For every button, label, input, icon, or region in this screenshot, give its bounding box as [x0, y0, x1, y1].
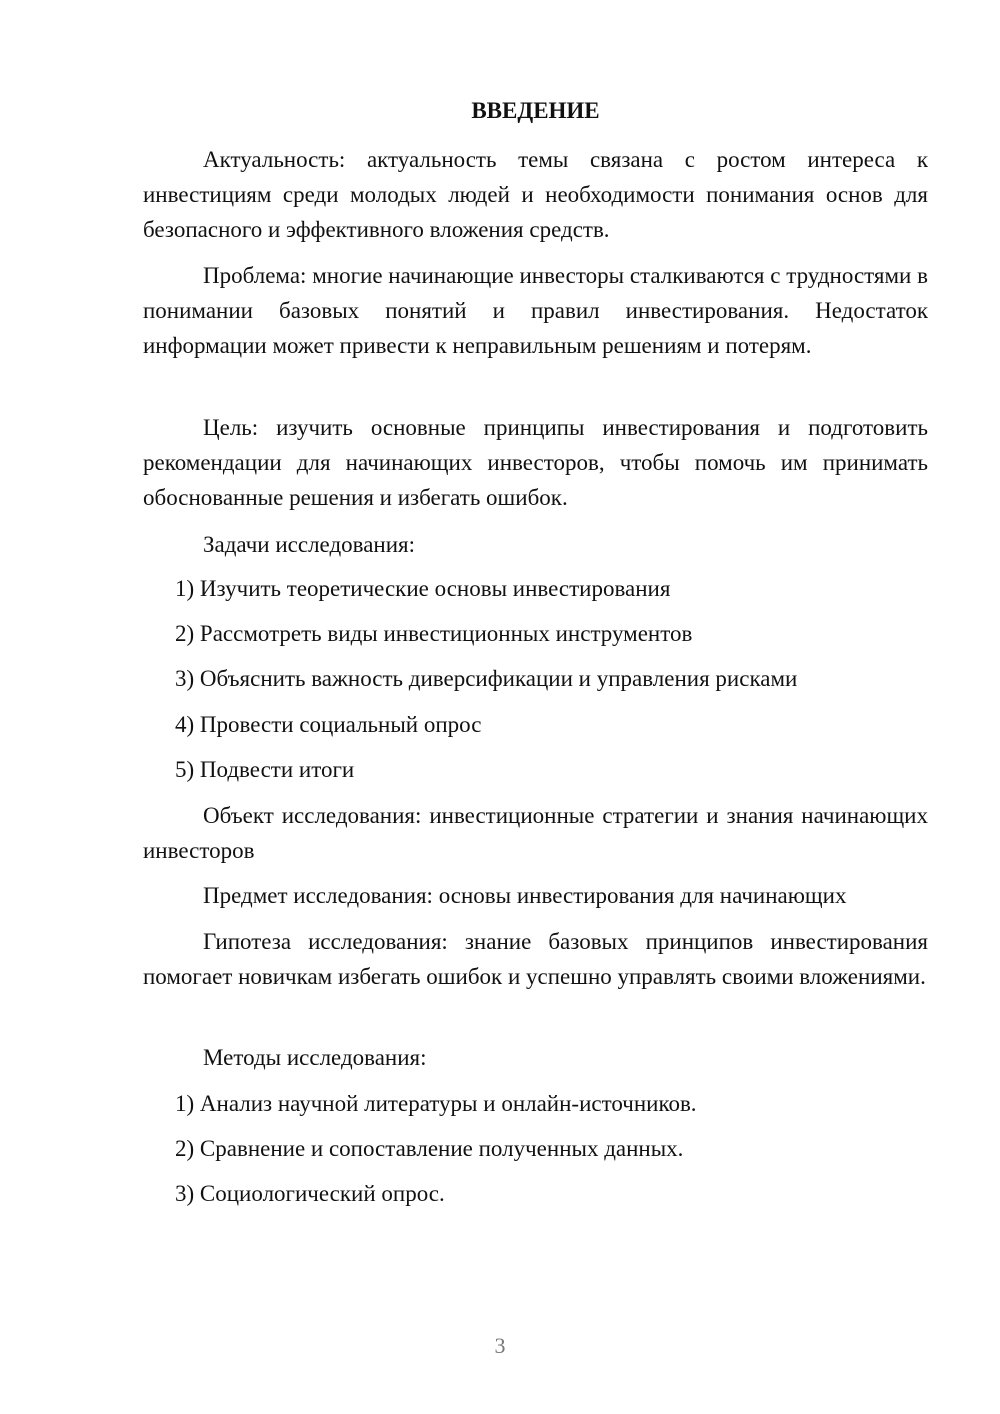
method-item: 3) Социологический опрос.	[175, 1181, 445, 1206]
task-item: 3) Объяснить важность диверсификации и управления рисками	[175, 666, 798, 691]
hypothesis-paragraph: Гипотеза исследования: знание базовых принципов инвестирования помогает новичкам избегать ошибок и успешно управлять своими вложениями.	[143, 929, 928, 989]
tasks-heading: Задачи исследования:	[203, 532, 416, 557]
method-item: 2) Сравнение и сопоставление полученных данных.	[175, 1136, 684, 1161]
page-number: 3	[494, 1333, 506, 1358]
task-item: 5) Подвести итоги	[175, 757, 355, 782]
object-paragraph: Объект исследования: инвестиционные стратегии и знания начинающих инвесторов	[143, 803, 928, 863]
page-title: ВВЕДЕНИЕ	[471, 98, 600, 123]
task-item: 1) Изучить теоретические основы инвестирования	[175, 576, 671, 601]
task-item: 4) Провести социальный опрос	[175, 712, 482, 737]
relevance-paragraph: Актуальность: актуальность темы связана с ростом интереса к инвестициям среди молодых людей и необходимости понимания основ для безопасного и эффективного вложения средств.	[143, 147, 928, 242]
goal-paragraph: Цель: изучить основные принципы инвестирования и подготовить рекомендации для начинающих инвесторов, чтобы помочь им принимать обоснованные решения и избегать ошибок.	[143, 415, 928, 510]
subject-paragraph: Предмет исследования: основы инвестирования для начинающих	[203, 883, 847, 908]
task-item: 2) Рассмотреть виды инвестиционных инструментов	[175, 621, 693, 646]
problem-paragraph: Проблема: многие начинающие инвесторы сталкиваются с трудностями в понимании базовых понятий и правил инвестирования. Недостаток информации может привести к неправильным решениям и потерям.	[143, 263, 928, 358]
method-item: 1) Анализ научной литературы и онлайн-источников.	[175, 1091, 697, 1116]
methods-heading: Методы исследования:	[203, 1045, 427, 1070]
